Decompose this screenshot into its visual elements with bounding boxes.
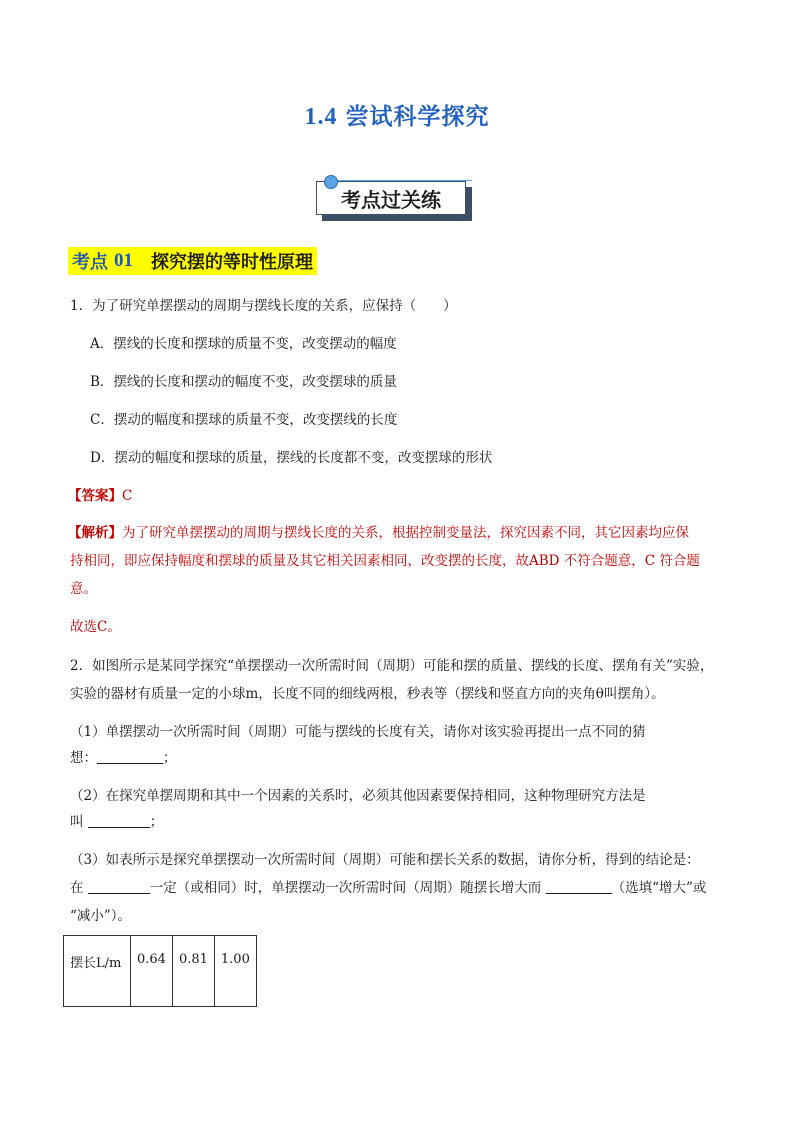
answer-label: 【答案】 bbox=[68, 488, 122, 504]
q1-conclusion: 故选C。 bbox=[70, 619, 121, 635]
answer-blank-1[interactable] bbox=[97, 749, 163, 764]
q1-option-d: D．摆动的幅度和摆球的质量，摆线的长度都不变，改变摆球的形状 bbox=[90, 450, 493, 466]
title-text: 尝试科学探究 bbox=[345, 104, 490, 130]
banner-label: 考点过关练 bbox=[316, 181, 466, 215]
table-cell: 0.81 bbox=[172, 936, 214, 1007]
topic-code: 01 bbox=[114, 250, 133, 271]
section-banner bbox=[316, 181, 476, 223]
table-row bbox=[64, 936, 257, 1007]
q1-stem: 1．为了研究单摆摆动的周期与摆线长度的关系，应保持（ ） bbox=[70, 298, 457, 314]
q2-part3-line-1: （3）如表所示是探究单摆摆动一次所需时间（周期）可能和摆长关系的数据，请你分析，得到的结论是： bbox=[70, 852, 700, 868]
q1-analysis-line-2: 持相同，即应保持幅度和摆球的质量及其它相关因素相同，改变摆的长度，故ABD 不符合题意，C 符合题 bbox=[70, 553, 700, 569]
page-title bbox=[0, 98, 794, 131]
table-cell: 1.00 bbox=[214, 936, 256, 1007]
topic-prefix: 考点 bbox=[72, 252, 108, 273]
topic-heading bbox=[68, 247, 317, 275]
q2-part3-line-2: 在 一定（或相同）时，单摆摆动一次所需时间（周期）随摆长增大而 （选填“增大”或 bbox=[70, 880, 707, 896]
q2-part3-line-3: “减小”）。 bbox=[70, 908, 132, 924]
analysis-text-1: 为了研究单摆摆动的周期与摆线长度的关系，根据控制变量法，探究因素不同，其它因素均应保 bbox=[122, 525, 689, 541]
q1-option-c: C．摆动的幅度和摆球的质量不变，改变摆线的长度 bbox=[90, 412, 398, 428]
q2-part1-line-2: 想： ； bbox=[70, 750, 177, 766]
q2-part1-line-1: （1）单摆摆动一次所需时间（周期）可能与摆线的长度有关，请你对该实验再提出一点不同的猜 bbox=[70, 724, 646, 740]
q1-option-b: B．摆线的长度和摆动的幅度不变，改变摆球的质量 bbox=[90, 374, 397, 390]
table-header-cell: 摆长L/m bbox=[64, 936, 131, 1007]
answer-blank-2[interactable] bbox=[88, 813, 150, 828]
q2-stem-line-1: 2．如图所示是某同学探究“单摆摆动一次所需时间（周期）可能和摆的质量、摆线的长度、摆角有关”实验， bbox=[70, 658, 714, 674]
answer-blank-3[interactable] bbox=[88, 879, 150, 894]
table-cell: 0.64 bbox=[131, 936, 173, 1007]
q1-option-a: A．摆线的长度和摆球的质量不变，改变摆动的幅度 bbox=[90, 336, 397, 352]
title-number: 1.4 bbox=[304, 104, 338, 130]
answer-blank-4[interactable] bbox=[546, 879, 612, 894]
q2-part2-line-1: （2）在探究单摆周期和其中一个因素的关系时，必须其他因素要保持相同，这种物理研究方法是 bbox=[70, 788, 646, 804]
q1-analysis-line-3: 意。 bbox=[70, 581, 97, 597]
q1-answer bbox=[68, 486, 132, 506]
topic-name: 探究摆的等时性原理 bbox=[151, 252, 313, 273]
banner-line bbox=[336, 180, 472, 181]
q2-stem-line-2: 实验的器材有质量一定的小球m，长度不同的细线两根，秒表等（摆线和竖直方向的夹角θ叫摆角）。 bbox=[70, 686, 665, 702]
banner-dot-icon bbox=[324, 175, 338, 189]
q2-part2-line-2: 叫 ； bbox=[70, 814, 164, 830]
pendulum-data-table bbox=[63, 935, 257, 1007]
analysis-label: 【解析】 bbox=[68, 525, 122, 541]
q1-analysis-line-1 bbox=[68, 523, 689, 543]
answer-value: C bbox=[122, 488, 133, 504]
